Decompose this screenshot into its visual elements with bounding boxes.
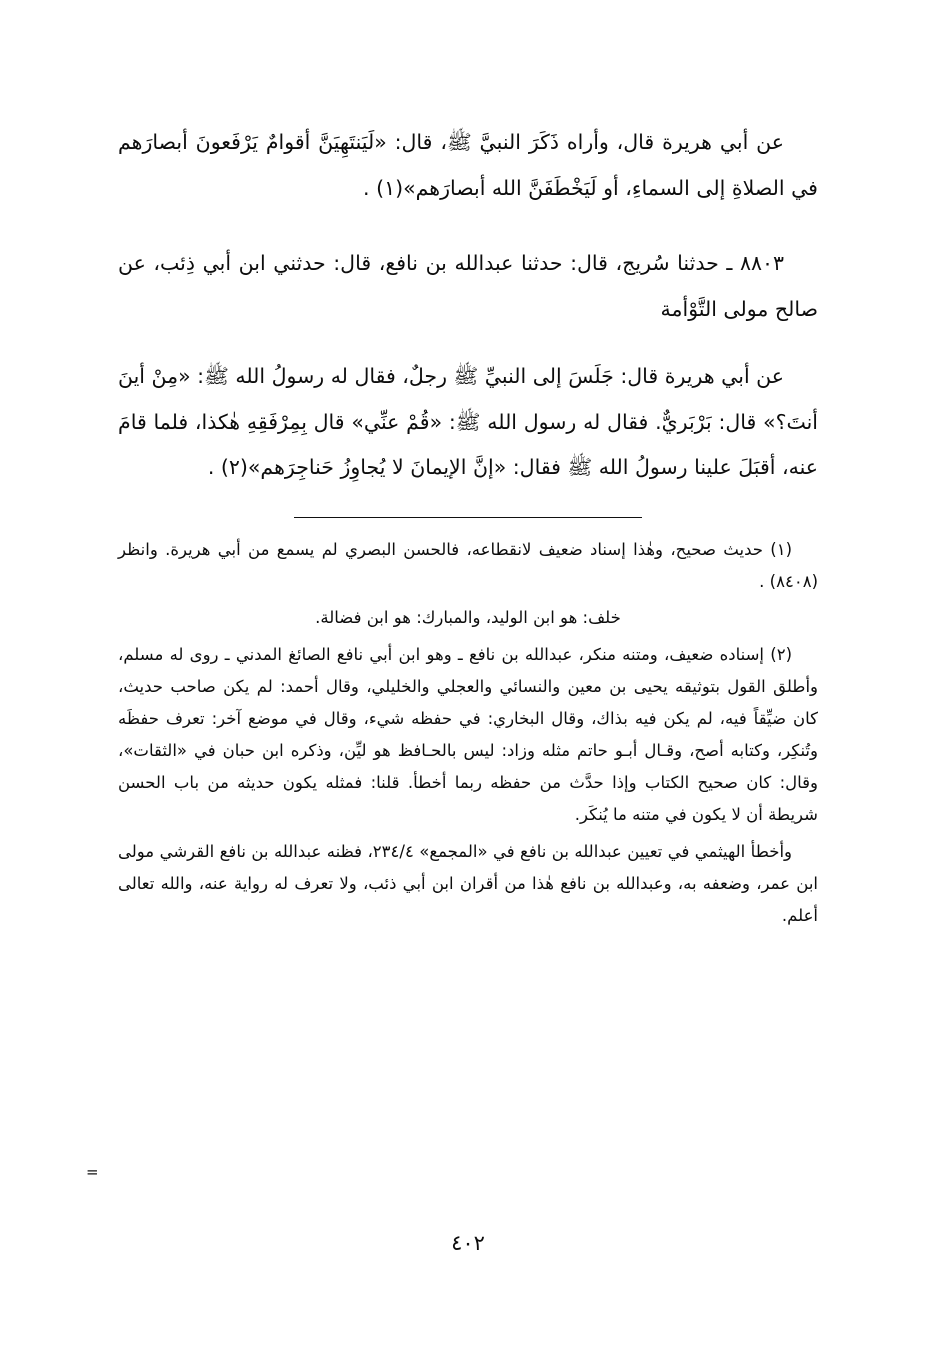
footnote-separator	[118, 517, 818, 519]
footnote-separator-line	[294, 517, 642, 519]
footnote-1-addendum-text: خلف: هو ابن الوليد، والمبارك: هو ابن فضالة.	[315, 608, 621, 628]
hadith-paragraph-1	[118, 120, 818, 211]
footnote-1-text: (١) حديث صحيح، وهٰذا إسناد ضعيف لانقطاعه، فالحسن البصري لم يسمع من أبي هريرة. وانظر (٨٤٠٨) .	[118, 540, 818, 592]
footnote-2-addendum-text: وأخطأ الهيثمي في تعيين عبدالله بن نافع في «المجمع» ٢٣٤/٤، فظنه عبدالله بن نافع القرشي مولى ابن عمر، وضعفه به، وعبدالله بن نافع هٰذا من أقران ابن أبي ذئب، ولا تعرف له رواية عنه، والله تعالى أعلم.	[118, 841, 818, 925]
hadith-isnad-8803-text: ٨٨٠٣ ـ حدثنا سُريج، قال: حدثنا عبدالله بن نافع، قال: حدثني ابن أبي ذِئب، عن صالح مولى التَّوْأمة	[118, 251, 818, 321]
hadith-paragraph-1-text: عن أبي هريرة قال، وأراه ذَكَرَ النبيَّ ﷺ، قال: «لَيَنتَهِيَنَّ أقوامٌ يَرْفَعونَ أبصارَهم في الصلاةِ إلى السماءِ، أو لَيَخْطَفَنَّ الله أبصارَهم»(١) .	[118, 130, 818, 200]
footnotes-section	[118, 534, 818, 932]
footnote-2-text: (٢) إسناده ضعيف، ومتنه منكر، عبدالله بن نافع ـ وهو ابن أبي نافع الصائغ المدني ـ روى له مسلم، وأطلق القول بتوثيقه يحيى بن معين والنسائي والعجلي والخليلي، وقال أحمد: لم يكن صاحب حديث، كان ضيِّقاً فيه، لم يكن فيه بذاك، وقال البخاري: في حفظه شيء، وقال في موضع آخر: تعرف حفظَه وتُنكِر، وكتابه أصح، وقـال أبـو حاتم مثله وزاد: ليس بالحـافظ هو ليِّن، وذكره ابن حبان في «الثقات»، وقال: كان صحيح الكتاب وإذا حدَّث من حفظه ربما أخطأ. قلنا: فمثله يكون حديثه من باب الحسن شريطة أن لا يكون في متنه ما يُنكَر.	[118, 644, 818, 825]
hadith-paragraph-2	[118, 354, 818, 491]
hadith-paragraph-2-text: عن أبي هريرة قال: جَلَسَ إلى النبيِّ ﷺ رجلٌ، فقال له رسولُ الله ﷺ: «مِنْ أينَ أنتَ؟» قال: بَرْبَريٌّ. فقال له رسول الله ﷺ: «قُمْ عنِّي» قال بِمِرْفَقِهِ هٰكذا، فلما قامَ عنه، أقبَلَ علينا رسولُ الله ﷺ فقال: «إنَّ الإيمانَ لا يُجاوِزُ حَناجِرَهم»(٢) .	[118, 364, 818, 479]
footnote-2	[118, 639, 818, 832]
footnote-1	[118, 534, 818, 598]
footnote-1-addendum	[118, 602, 818, 634]
hadith-isnad-8803	[118, 241, 818, 332]
margin-mark: =	[86, 1163, 99, 1181]
footnote-2-addendum	[118, 836, 818, 933]
page-number: ٤٠٢	[451, 1231, 485, 1255]
